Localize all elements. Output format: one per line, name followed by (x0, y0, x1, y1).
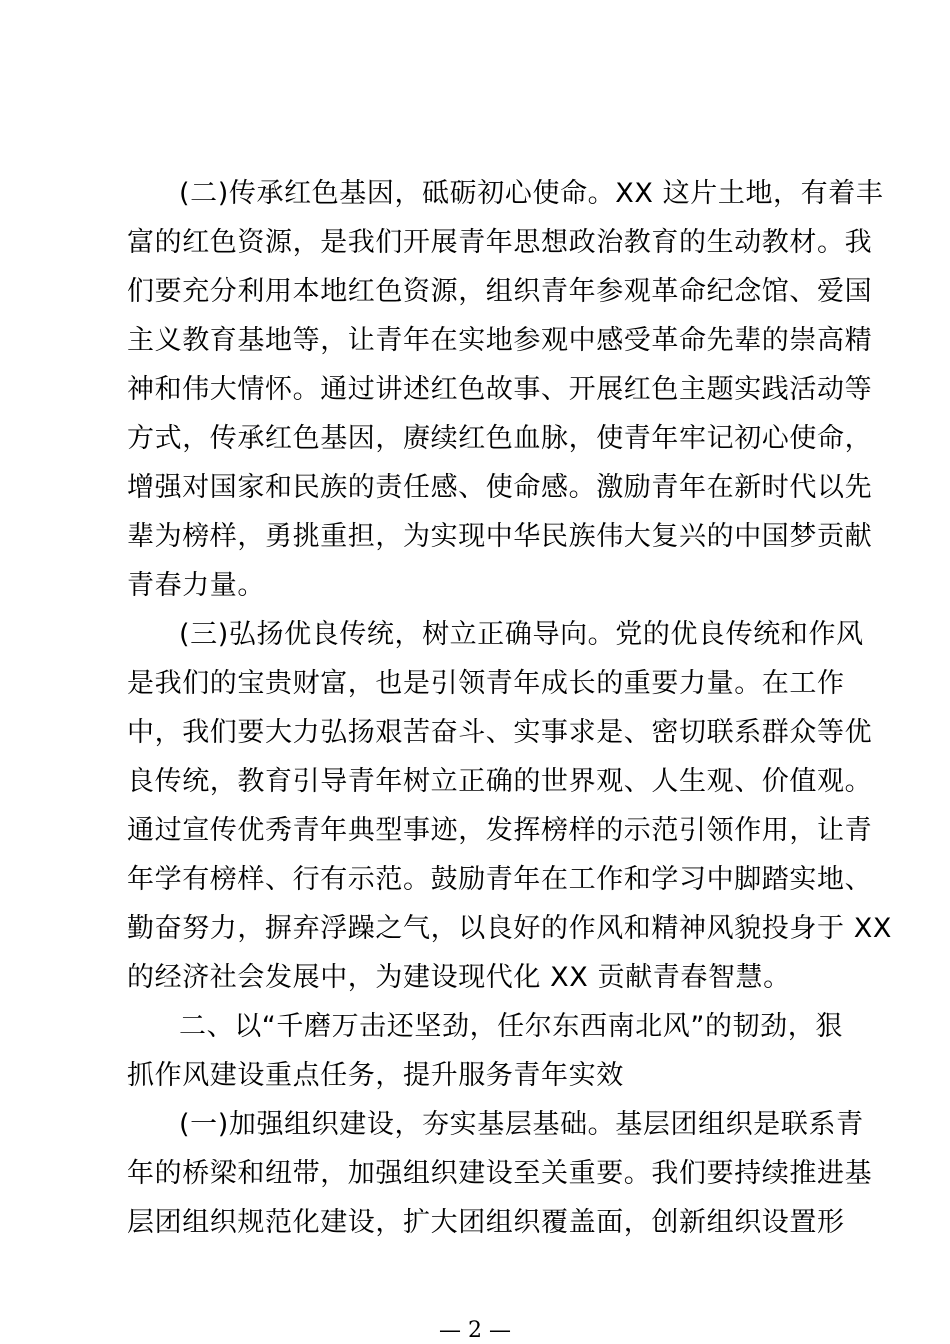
page-number: — 2 — (439, 1318, 511, 1343)
text-line: 增强对国家和民族的责任感、使命感。激励青年在新时代以先 (127, 472, 873, 503)
text-line: 主义教育基地等，让青年在实地参观中感受革命先辈的崇高精 (127, 325, 873, 356)
text-line: 青春力量。 (127, 570, 265, 601)
text-line: 方式，传承红色基因，赓续红色血脉，使青年牢记初心使命， (127, 423, 873, 454)
text-line: (三)弘扬优良传统，树立正确导向。党的优良传统和作风 (179, 619, 864, 650)
text-line: 辈为榜样，勇挑重担，为实现中华民族伟大复兴的中国梦贡献 (127, 521, 873, 552)
text-line: 通过宣传优秀青年典型事迹，发挥榜样的示范引领作用，让青 (127, 815, 873, 846)
text-line: 是我们的宝贵财富，也是引领青年成长的重要力量。在工作 (127, 668, 845, 699)
text-line: 神和伟大情怀。通过讲述红色故事、开展红色主题实践活动等 (127, 374, 873, 405)
section-heading: 抓作风建设重点任务，提升服务青年实效 (127, 1060, 624, 1091)
text-line: (二)传承红色基因，砥砺初心使命。XX 这片土地，有着丰 (179, 178, 884, 209)
text-line: 层团组织规范化建设，扩大团组织覆盖面，创新组织设置形 (127, 1207, 845, 1238)
text-line: 中，我们要大力弘扬艰苦奋斗、实事求是、密切联系群众等优 (127, 717, 873, 748)
text-line: 的经济社会发展中，为建设现代化 XX 贡献青春智慧。 (127, 962, 791, 993)
text-line: (一)加强组织建设，夯实基层基础。基层团组织是联系青 (179, 1109, 864, 1140)
text-line: 年的桥梁和纽带，加强组织建设至关重要。我们要持续推进基 (127, 1158, 873, 1189)
text-line: 们要充分利用本地红色资源，组织青年参观革命纪念馆、爱国 (127, 276, 873, 307)
text-line: 富的红色资源，是我们开展青年思想政治教育的生动教材。我 (127, 227, 873, 258)
text-line: 勤奋努力，摒弃浮躁之气，以良好的作风和精神风貌投身于 XX (127, 913, 892, 944)
section-heading: 二、以“千磨万击还坚劲，任尔东西南北风”的韧劲，狠 (179, 1011, 843, 1042)
text-line: 年学有榜样、行有示范。鼓励青年在工作和学习中脚踏实地、 (127, 864, 873, 895)
text-line: 良传统，教育引导青年树立正确的世界观、人生观、价值观。 (127, 766, 873, 797)
